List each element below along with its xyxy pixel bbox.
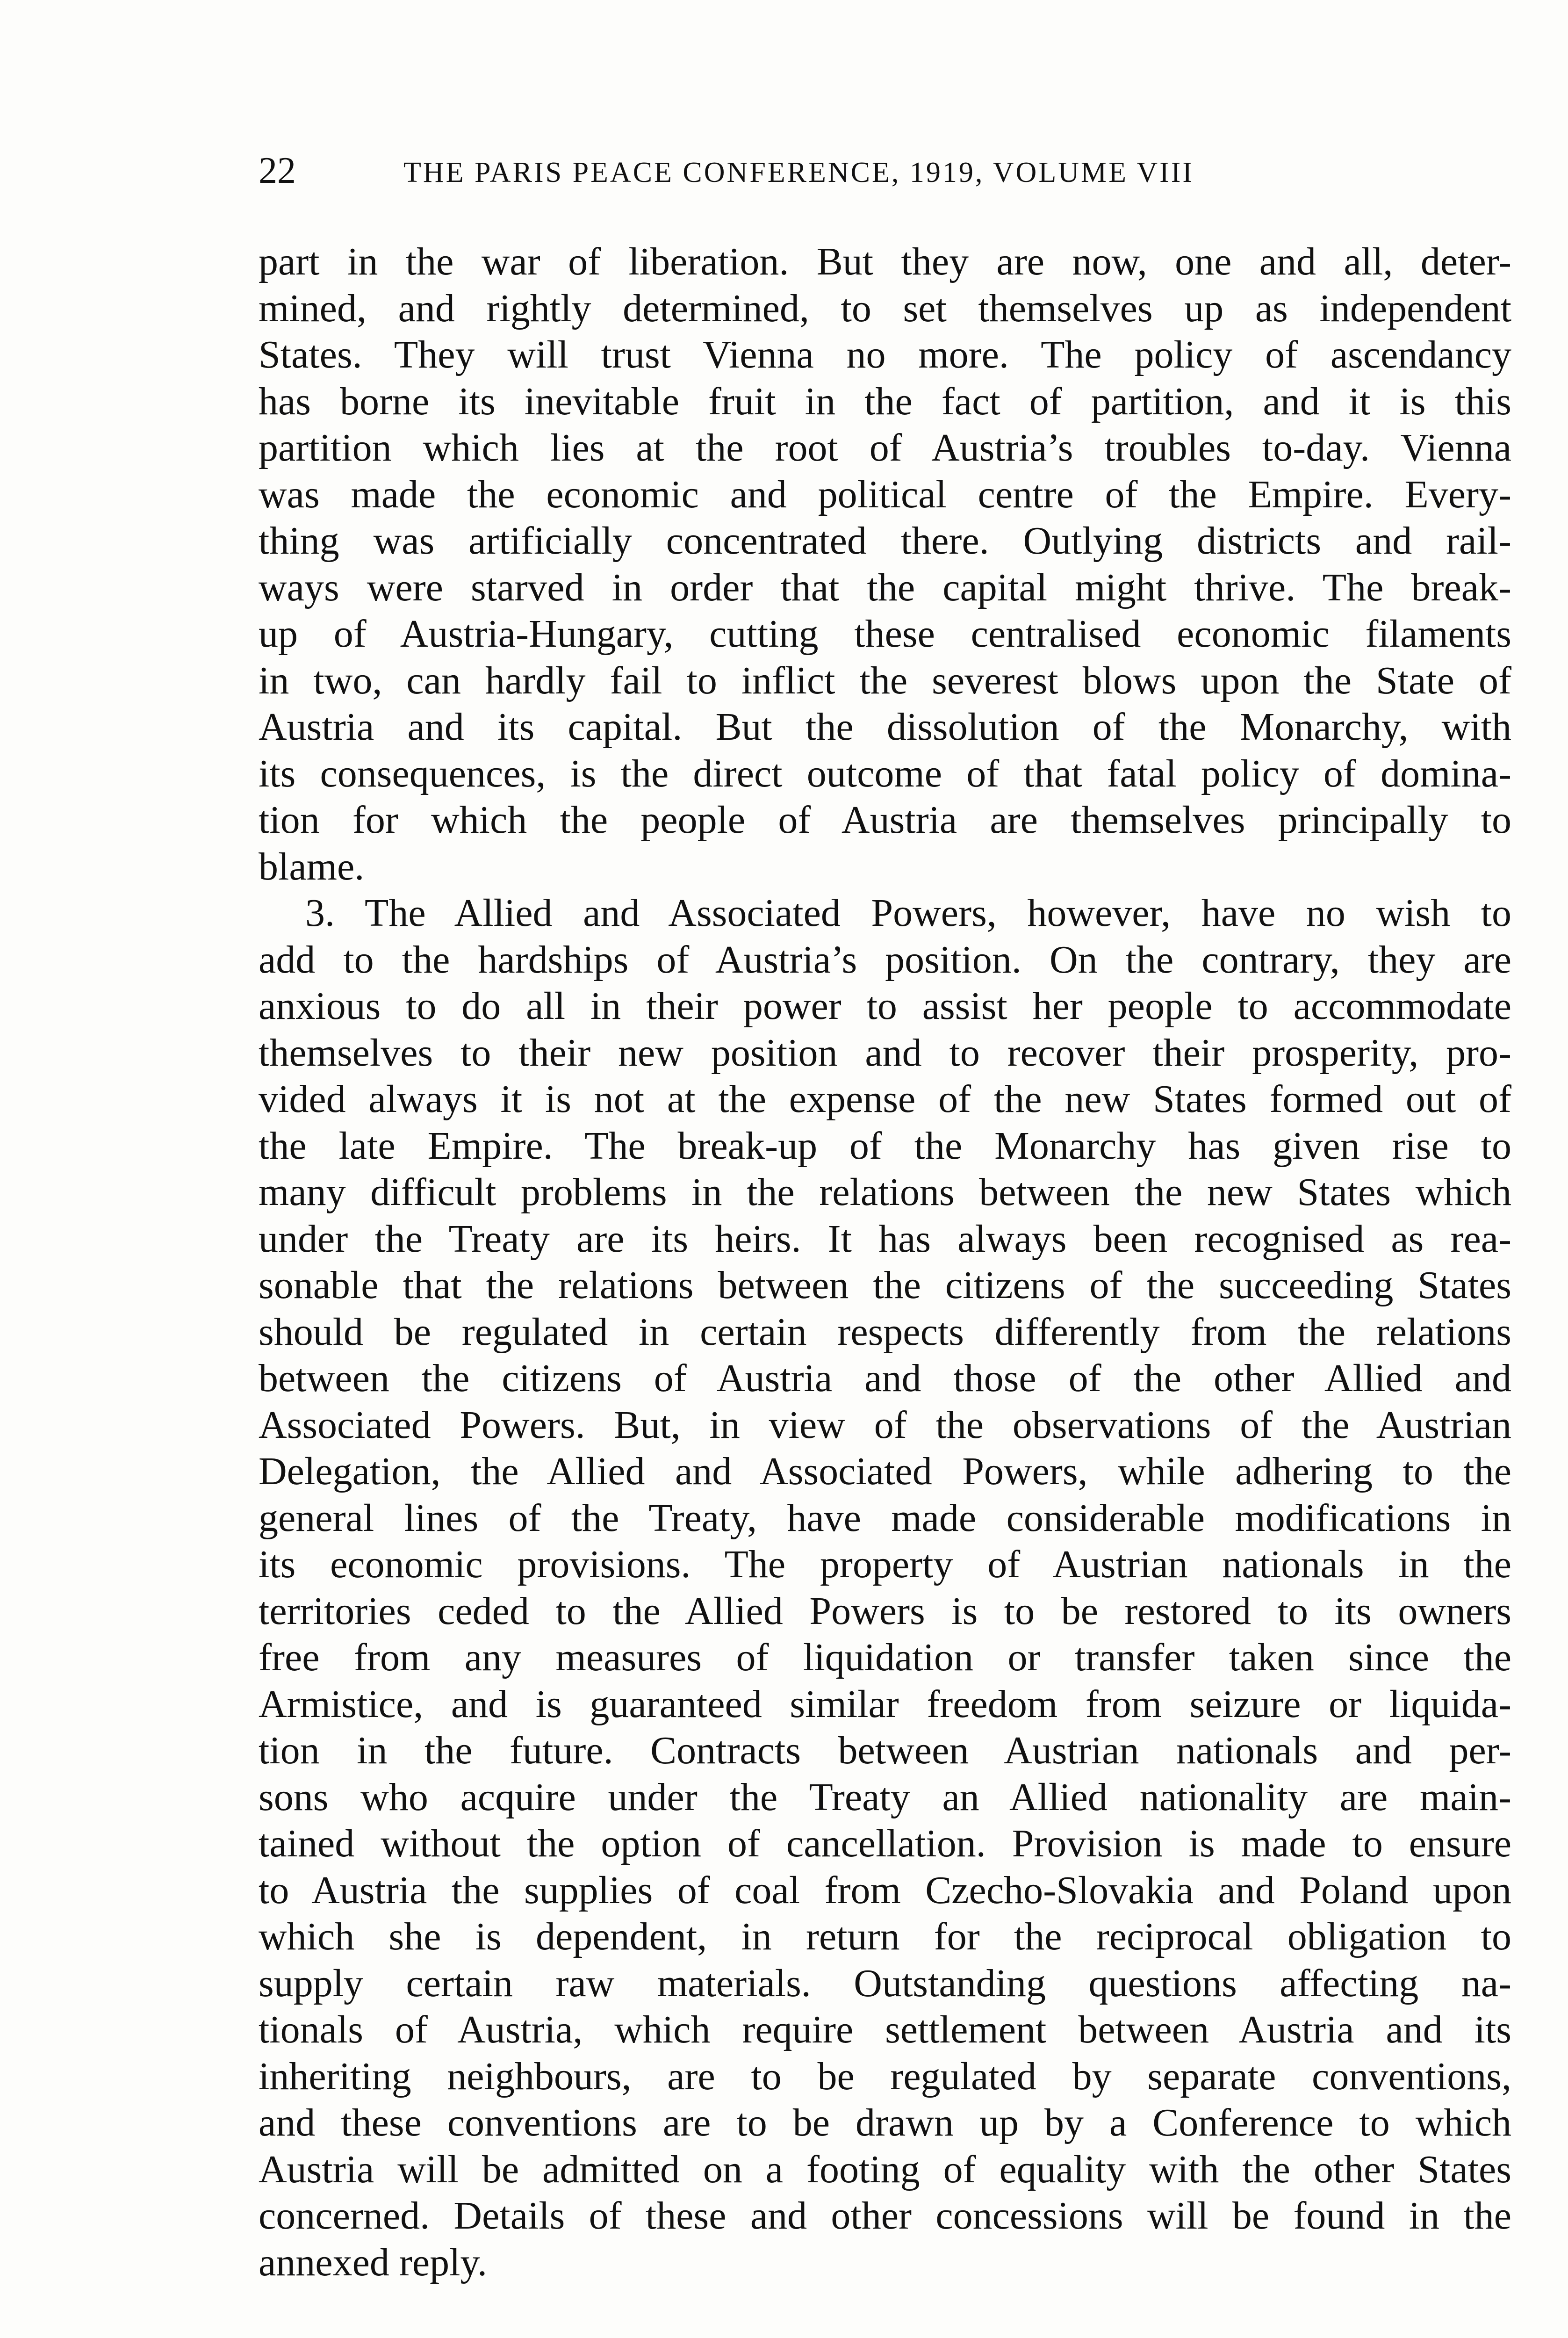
- page-number: 22: [259, 150, 296, 191]
- text-line: blame.: [259, 844, 365, 888]
- text-line: ways were starved in order that the capital might thrive. The break-: [259, 565, 1511, 609]
- text-line: add to the hardships of Austria’s position. On the contrary, they are: [259, 938, 1511, 981]
- text-line: Austria will be admitted on a footing of equality with the other States: [259, 2147, 1511, 2191]
- text-line: concerned. Details of these and other concessions will be found in the: [259, 2194, 1511, 2237]
- text-line: Associated Powers. But, in view of the observations of the Austrian: [259, 1403, 1511, 1447]
- text-line: tion in the future. Contracts between Austrian nationals and per-: [259, 1729, 1511, 1772]
- text-line: part in the war of liberation. But they are now, one and all, deter-: [259, 240, 1511, 283]
- text-line: has borne its inevitable fruit in the fact of partition, and it is this: [259, 379, 1511, 423]
- text-line: under the Treaty are its heirs. It has always been recognised as rea-: [259, 1217, 1511, 1261]
- text-line: the late Empire. The break-up of the Monarchy has given rise to: [259, 1124, 1511, 1168]
- text-line: themselves to their new position and to recover their prosperity, pro-: [259, 1031, 1511, 1075]
- paragraph-start-line: 3. The Allied and Associated Powers, however, have no wish to: [305, 891, 1511, 935]
- text-line: thing was artificially concentrated there. Outlying districts and rail-: [259, 519, 1511, 563]
- text-line: tionals of Austria, which require settlement between Austria and its: [259, 2008, 1511, 2051]
- text-line: to Austria the supplies of coal from Czecho-Slovakia and Poland upon: [259, 1868, 1511, 1912]
- text-line: territories ceded to the Allied Powers is to be restored to its owners: [259, 1589, 1511, 1633]
- text-line: Delegation, the Allied and Associated Powers, while adhering to the: [259, 1450, 1511, 1493]
- text-line: Austria and its capital. But the dissolution of the Monarchy, with: [259, 705, 1511, 749]
- body-text: [259, 238, 1511, 2286]
- text-line: should be regulated in certain respects differently from the relations: [259, 1310, 1511, 1354]
- text-line: many difficult problems in the relations between the new States which: [259, 1170, 1511, 1214]
- text-line: free from any measures of liquidation or transfer taken since the: [259, 1636, 1511, 1679]
- text-line: tained without the option of cancellation. Provision is made to ensure: [259, 1822, 1511, 1865]
- text-line: sonable that the relations between the citizens of the succeeding States: [259, 1263, 1511, 1307]
- text-line: which she is dependent, in return for the reciprocal obligation to: [259, 1915, 1511, 1958]
- text-line: and these conventions are to be drawn up by a Conference to which: [259, 2101, 1511, 2144]
- text-line: up of Austria-Hungary, cutting these centralised economic filaments: [259, 612, 1511, 656]
- text-line: anxious to do all in their power to assist her people to accommodate: [259, 984, 1511, 1028]
- text-line: its consequences, is the direct outcome of that fatal policy of domina-: [259, 751, 1511, 795]
- text-line: Armistice, and is guaranteed similar freedom from seizure or liquida-: [259, 1682, 1511, 1726]
- text-line: general lines of the Treaty, have made considerable modifications in: [259, 1496, 1511, 1540]
- text-line: tion for which the people of Austria are themselves principally to: [259, 798, 1511, 842]
- text-line: inheriting neighbours, are to be regulated by separate conventions,: [259, 2054, 1511, 2098]
- text-line: annexed reply.: [259, 2240, 487, 2284]
- text-line: sons who acquire under the Treaty an Allied nationality are main-: [259, 1775, 1511, 1819]
- text-line: was made the economic and political centre of the Empire. Every-: [259, 472, 1511, 516]
- text-line: between the citizens of Austria and those of the other Allied and: [259, 1357, 1511, 1400]
- running-head: [259, 150, 1511, 206]
- running-title: THE PARIS PEACE CONFERENCE, 1919, VOLUME VIII: [403, 157, 1194, 188]
- text-line: in two, can hardly fail to inflict the severest blows upon the State of: [259, 658, 1511, 702]
- text-line: its economic provisions. The property of Austrian nationals in the: [259, 1543, 1511, 1586]
- text-line: States. They will trust Vienna no more. The policy of ascendancy: [259, 333, 1511, 376]
- text-line: vided always it is not at the expense of the new States formed out of: [259, 1077, 1511, 1121]
- text-line: partition which lies at the root of Austria’s troubles to-day. Vienna: [259, 426, 1511, 469]
- text-line: supply certain raw materials. Outstanding questions affecting na-: [259, 1961, 1511, 2005]
- text-line: mined, and rightly determined, to set themselves up as independent: [259, 286, 1511, 330]
